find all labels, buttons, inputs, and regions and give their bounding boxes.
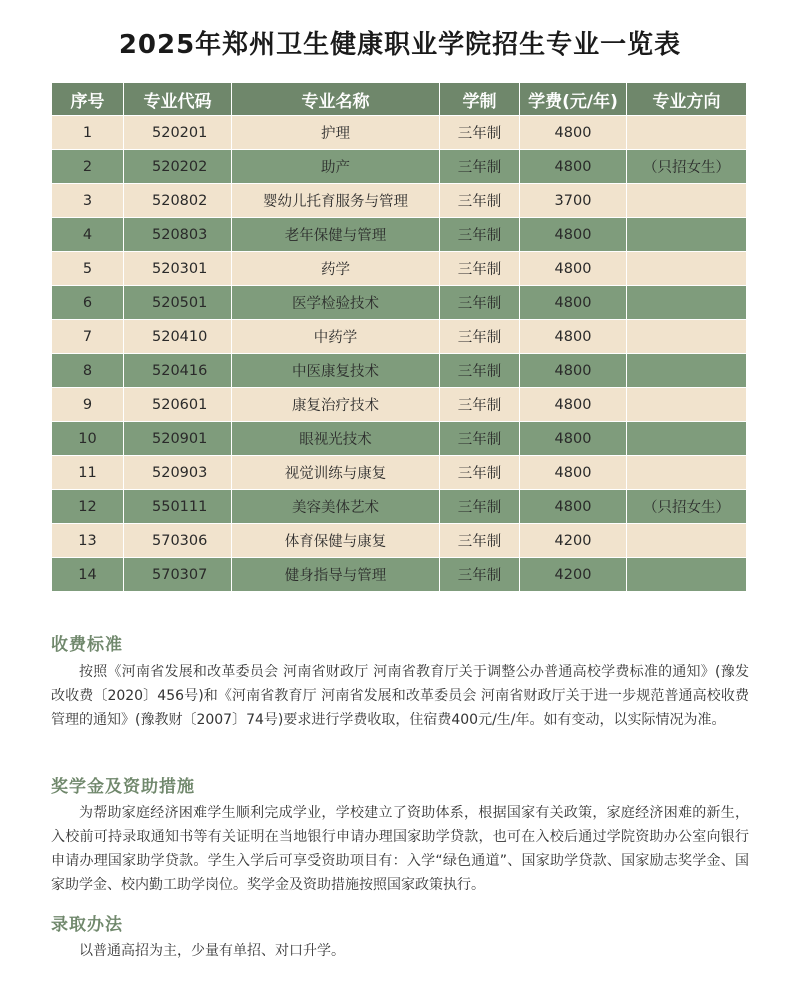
tuition-fee: 4200 — [520, 524, 627, 558]
majors-table — [51, 82, 747, 592]
duration: 三年制 — [440, 422, 520, 456]
header-cell: 专业方向 — [627, 83, 747, 116]
major-code: 570306 — [124, 524, 232, 558]
major-note — [627, 286, 747, 320]
row-number: 5 — [52, 252, 124, 286]
tuition-fee: 4800 — [520, 456, 627, 490]
duration: 三年制 — [440, 490, 520, 524]
row-number: 8 — [52, 354, 124, 388]
tuition-fee: 4800 — [520, 422, 627, 456]
aid-paragraph: 为帮助家庭经济困难学生顺利完成学业，学校建立了资助体系，根据国家有关政策，家庭经济困难的新生，入校前可持录取通知书等有关证明在当地银行申请办理国家助学贷款，也可在入校后通过学院资助办公室向银行申请办理国家助学贷款。学生入学后可享受资助项目有：入学“绿色通道”、国家助学贷款、国家励志奖学金、国家助学金、校内勤工助学岗位。奖学金及资助措施按照国家政策执行。 — [51, 805, 749, 893]
table-body — [52, 116, 747, 592]
major-note — [627, 524, 747, 558]
major-name: 康复治疗技术 — [232, 388, 440, 422]
major-note — [627, 252, 747, 286]
header-cell: 序号 — [52, 83, 124, 116]
admission-heading: 录取办法 — [51, 915, 123, 935]
duration: 三年制 — [440, 286, 520, 320]
major-note — [627, 422, 747, 456]
row-number: 10 — [52, 422, 124, 456]
table-row — [52, 320, 747, 354]
major-name: 体育保健与康复 — [232, 524, 440, 558]
row-number: 3 — [52, 184, 124, 218]
tuition-fee: 4800 — [520, 218, 627, 252]
table-row — [52, 354, 747, 388]
major-note — [627, 116, 747, 150]
major-code: 520201 — [124, 116, 232, 150]
row-number: 4 — [52, 218, 124, 252]
duration: 三年制 — [440, 456, 520, 490]
major-name: 护理 — [232, 116, 440, 150]
major-name: 药学 — [232, 252, 440, 286]
major-code: 570307 — [124, 558, 232, 592]
table-row — [52, 524, 747, 558]
row-number: 14 — [52, 558, 124, 592]
header-cell: 专业名称 — [232, 83, 440, 116]
major-note — [627, 388, 747, 422]
major-note — [627, 218, 747, 252]
row-number: 1 — [52, 116, 124, 150]
table-row — [52, 456, 747, 490]
duration: 三年制 — [440, 252, 520, 286]
major-note — [627, 558, 747, 592]
major-code: 520803 — [124, 218, 232, 252]
major-name: 美容美体艺术 — [232, 490, 440, 524]
major-name: 健身指导与管理 — [232, 558, 440, 592]
major-code: 520802 — [124, 184, 232, 218]
fees-heading: 收费标准 — [51, 635, 123, 655]
duration: 三年制 — [440, 150, 520, 184]
tuition-fee: 3700 — [520, 184, 627, 218]
major-note — [627, 354, 747, 388]
row-number: 12 — [52, 490, 124, 524]
major-name: 眼视光技术 — [232, 422, 440, 456]
row-number: 7 — [52, 320, 124, 354]
admission-paragraph: 以普通高招为主，少量有单招、对口升学。 — [79, 943, 345, 959]
header-cell: 专业代码 — [124, 83, 232, 116]
table-row — [52, 388, 747, 422]
tuition-fee: 4800 — [520, 252, 627, 286]
major-note — [627, 184, 747, 218]
major-code: 520410 — [124, 320, 232, 354]
tuition-fee: 4800 — [520, 286, 627, 320]
tuition-fee: 4800 — [520, 388, 627, 422]
tuition-fee: 4800 — [520, 354, 627, 388]
major-code: 550111 — [124, 490, 232, 524]
major-code: 520416 — [124, 354, 232, 388]
duration: 三年制 — [440, 116, 520, 150]
major-note: （只招女生） — [627, 150, 747, 184]
duration: 三年制 — [440, 218, 520, 252]
major-code: 520501 — [124, 286, 232, 320]
major-name: 医学检验技术 — [232, 286, 440, 320]
duration: 三年制 — [440, 320, 520, 354]
row-number: 2 — [52, 150, 124, 184]
major-note: （只招女生） — [627, 490, 747, 524]
duration: 三年制 — [440, 184, 520, 218]
tuition-fee: 4800 — [520, 320, 627, 354]
major-code: 520301 — [124, 252, 232, 286]
duration: 三年制 — [440, 388, 520, 422]
major-code: 520601 — [124, 388, 232, 422]
tuition-fee: 4800 — [520, 116, 627, 150]
major-code: 520903 — [124, 456, 232, 490]
table-row — [52, 116, 747, 150]
major-name: 中药学 — [232, 320, 440, 354]
table-row — [52, 558, 747, 592]
tuition-fee: 4800 — [520, 150, 627, 184]
page-title: 2025年郑州卫生健康职业学院招生专业一览表 — [118, 30, 682, 60]
table-header-row — [52, 83, 747, 116]
major-name: 视觉训练与康复 — [232, 456, 440, 490]
duration: 三年制 — [440, 558, 520, 592]
major-name: 婴幼儿托育服务与管理 — [232, 184, 440, 218]
row-number: 9 — [52, 388, 124, 422]
major-code: 520202 — [124, 150, 232, 184]
table-row — [52, 252, 747, 286]
tuition-fee: 4800 — [520, 490, 627, 524]
duration: 三年制 — [440, 354, 520, 388]
header-cell: 学费(元/年) — [520, 83, 627, 116]
tuition-fee: 4200 — [520, 558, 627, 592]
header-cell: 学制 — [440, 83, 520, 116]
major-code: 520901 — [124, 422, 232, 456]
table-row — [52, 422, 747, 456]
major-name: 老年保健与管理 — [232, 218, 440, 252]
aid-heading: 奖学金及资助措施 — [51, 777, 195, 797]
table-row — [52, 218, 747, 252]
table-row — [52, 150, 747, 184]
row-number: 6 — [52, 286, 124, 320]
row-number: 13 — [52, 524, 124, 558]
row-number: 11 — [52, 456, 124, 490]
duration: 三年制 — [440, 524, 520, 558]
major-name: 助产 — [232, 150, 440, 184]
table-row — [52, 286, 747, 320]
major-name: 中医康复技术 — [232, 354, 440, 388]
major-note — [627, 456, 747, 490]
major-note — [627, 320, 747, 354]
table-row — [52, 184, 747, 218]
fees-paragraph: 按照《河南省发展和改革委员会 河南省财政厅 河南省教育厅关于调整公办普通高校学费标准的通知》(豫发改收费〔2020〕456号)和《河南省教育厅 河南省发展和改革委员会 河南省财政厅关于进一步规范普通高校收费管理的通知》(豫教财〔2007〕74号)要求进行学费收取，住宿费400元/生/年。如有变动，以实际情况为准。 — [51, 664, 749, 728]
table-row — [52, 490, 747, 524]
